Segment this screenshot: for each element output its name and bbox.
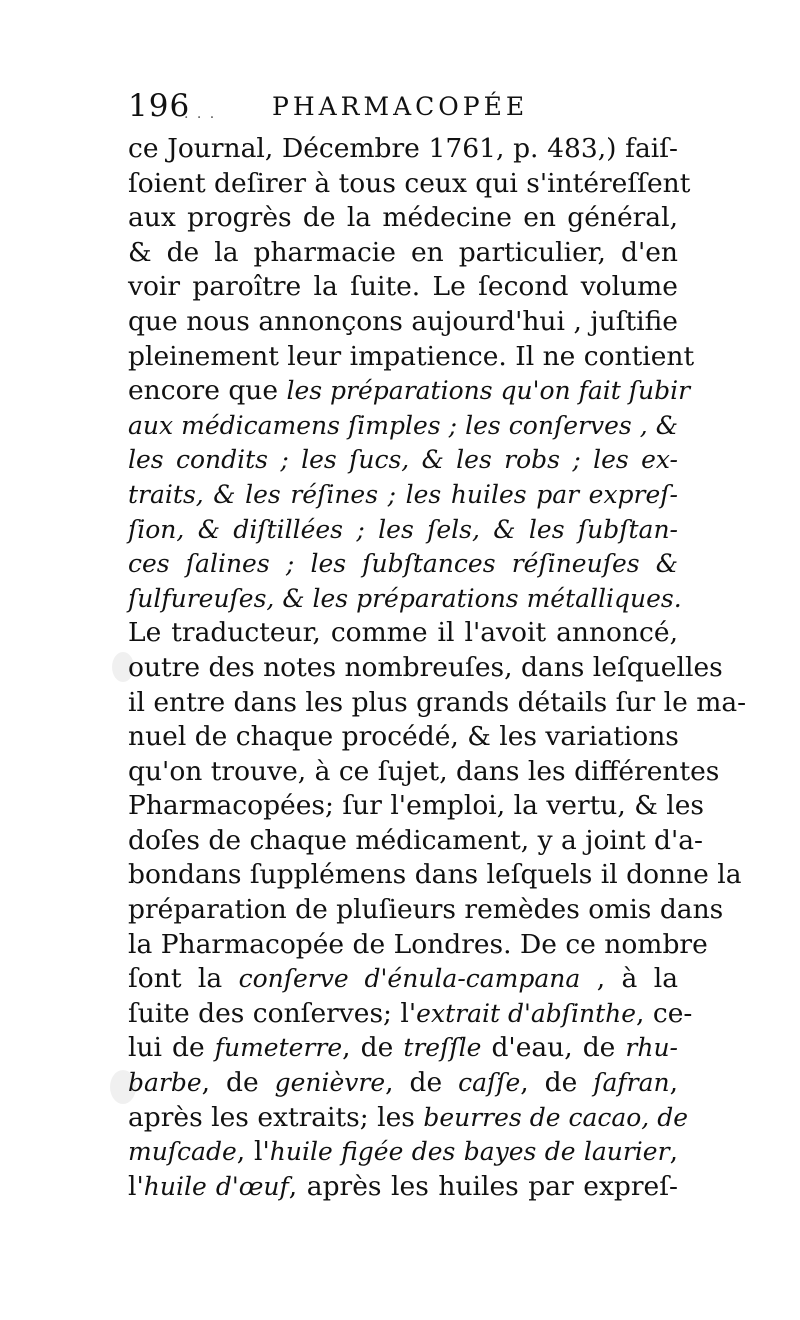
running-title: PHARMACOPÉE <box>272 92 529 121</box>
header-dots: . . . <box>184 106 217 122</box>
text-line: voir paroître la ſuite. Le ſecond volume <box>128 271 678 303</box>
text-line: ſulfureuſes, & les préparations métalliques. <box>128 583 682 613</box>
ink-smudge <box>110 1070 136 1104</box>
text-line: que nous annonçons aujourd'hui , juſtifie <box>128 305 678 337</box>
text-line: la Pharmacopée de Londres. De ce nombre <box>128 928 708 960</box>
text-line: aux progrès de la médecine en général, <box>128 202 678 234</box>
text-line: bondans ſupplémens dans leſquels il donne la <box>128 859 742 891</box>
text-line: ſoient deſirer à tous ceux qui s'intéreſſent <box>128 167 691 199</box>
text-line: ces ſalines ; les ſubſtances réſineuſes & <box>128 549 678 579</box>
text-line: ce Journal, Décembre 1761, p. 483,) faiſ- <box>128 133 678 164</box>
text-line: qu'on trouve, à ce ſujet, dans les différentes <box>128 755 720 787</box>
page-header <box>128 88 678 132</box>
text-line: les condits ; les ſucs, & les robs ; les ex- <box>128 445 678 475</box>
text-line: lui de fumeterre, de treſſle d'eau, de rhu- <box>128 1032 679 1064</box>
text-line: outre des notes nombreuſes, dans leſquelles <box>128 651 723 683</box>
text-line: aux médicamens ſimples ; les conſerves , & <box>128 410 678 440</box>
text-line: nuel de chaque procédé, & les variations <box>128 721 679 753</box>
text-line: Pharmacopées; ſur l'emploi, la vertu, & les <box>128 790 704 822</box>
text-line: ſion, & diſtillées ; les ſels, & les ſubſtan- <box>128 514 678 544</box>
text-line: après les extraits; les beurres de cacao, de <box>128 1101 689 1133</box>
text-line: encore que les préparations qu'on fait ſubir <box>128 375 691 407</box>
page-number: 196 <box>128 88 191 124</box>
text-line: Le traducteur, comme il l'avoit annoncé, <box>128 617 678 649</box>
text-line: ſont la conſerve d'énula-campana , à la <box>128 963 679 995</box>
text-line: l'huile d'œuf, après les huiles par expreſ- <box>128 1170 678 1202</box>
text-line: préparation de pluſieurs remèdes omis dans <box>128 894 724 926</box>
ink-smudge <box>112 652 134 682</box>
text-line: il entre dans les plus grands détails ſur le ma- <box>128 686 747 718</box>
text-line: muſcade, l'huile figée des bayes de laurier, <box>128 1136 678 1168</box>
text-line: & de la pharmacie en particulier, d'en <box>128 236 678 268</box>
text-line: barbe, de genièvre, de caſſe, de ſafran, <box>128 1067 679 1099</box>
body-text <box>128 132 747 1204</box>
text-line: doſes de chaque médicament, y a joint d'a- <box>128 824 704 856</box>
text-line: traits, & les réſines ; les huiles par expreſ- <box>128 479 678 509</box>
text-line: ſuite des conſerves; l'extrait d'abſinthe, ce- <box>128 997 693 1029</box>
text-line: pleinement leur impatience. Il ne contient <box>128 340 695 372</box>
